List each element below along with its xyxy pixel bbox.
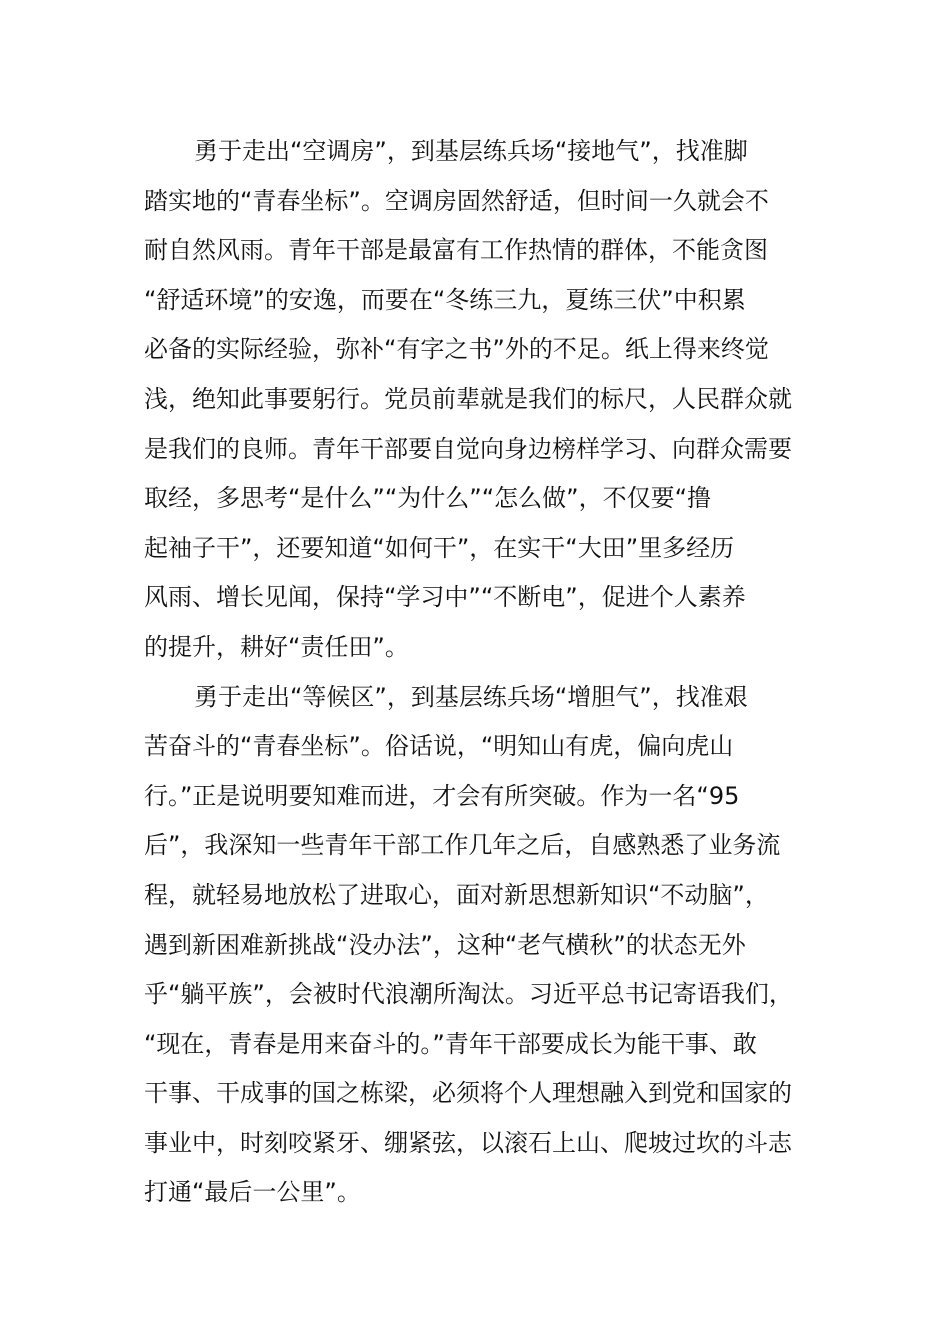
paragraph-line: 踏实地的“青春坐标”。空调房固然舒适，但时间一久就会不 xyxy=(144,186,769,215)
paragraph-line: 遇到新困难新挑战“没办法”，这种“老气横秋”的状态无外 xyxy=(144,930,746,959)
paragraph-1 xyxy=(144,127,804,673)
paragraph-line: 乎“躺平族”，会被时代浪潮所淘汰。习近平总书记寄语我们， xyxy=(144,980,793,1009)
paragraph-2 xyxy=(144,673,804,1219)
paragraph-line: 干事、干成事的国之栋梁，必须将个人理想融入到党和国家的 xyxy=(144,1079,792,1108)
paragraph-line: 勇于走出“空调房”，到基层练兵场“接地气”，找准脚 xyxy=(194,137,748,165)
paragraph-line: 的提升，耕好“责任田”。 xyxy=(144,632,409,661)
paragraph-line: 事业中，时刻咬紧牙、绷紧弦，以滚石上山、爬坡过坎的斗志 xyxy=(144,1128,792,1157)
paragraph-line: 后”，我深知一些青年干部工作几年之后，自感熟悉了业务流 xyxy=(144,831,781,860)
paragraph-line: 起袖子干”，还要知道“如何干”，在实干“大田”里多经历 xyxy=(144,533,735,562)
paragraph-line: 取经，多思考“是什么”“为什么”“怎么做”，不仅要“撸 xyxy=(144,484,712,513)
paragraph-line: 耐自然风雨。青年干部是最富有工作热情的群体，不能贪图 xyxy=(144,236,768,265)
paragraph-line: 程，就轻易地放松了进取心，面对新思想新知识“不动脑”， xyxy=(144,880,769,909)
paragraph-line: 勇于走出“等候区”，到基层练兵场“增胆气”，找准艰 xyxy=(194,682,748,711)
paragraph-line: 是我们的良师。青年干部要自觉向身边榜样学习、向群众需要 xyxy=(144,434,792,463)
paragraph-line: 必备的实际经验，弥补“有字之书”外的不足。纸上得来终觉 xyxy=(144,335,769,364)
paragraph-line: 风雨、增长见闻，保持“学习中”“不断电”，促进个人素养 xyxy=(144,583,746,612)
document-body xyxy=(144,127,804,1218)
paragraph-line: 苦奋斗的“青春坐标”。俗话说，“明知山有虎，偏向虎山 xyxy=(144,732,734,761)
paragraph-line: 浅，绝知此事要躬行。党员前辈就是我们的标尺，人民群众就 xyxy=(144,384,792,413)
paragraph-line: 行。”正是说明要知难而进，才会有所突破。作为一名“95 xyxy=(144,781,740,810)
paragraph-line: “现在，青春是用来奋斗的。”青年干部要成长为能干事、敢 xyxy=(144,1029,757,1058)
paragraph-line: “舒适环境”的安逸，而要在“冬练三九，夏练三伏”中积累 xyxy=(144,285,746,314)
paragraph-line: 打通“最后一公里”。 xyxy=(144,1178,361,1207)
